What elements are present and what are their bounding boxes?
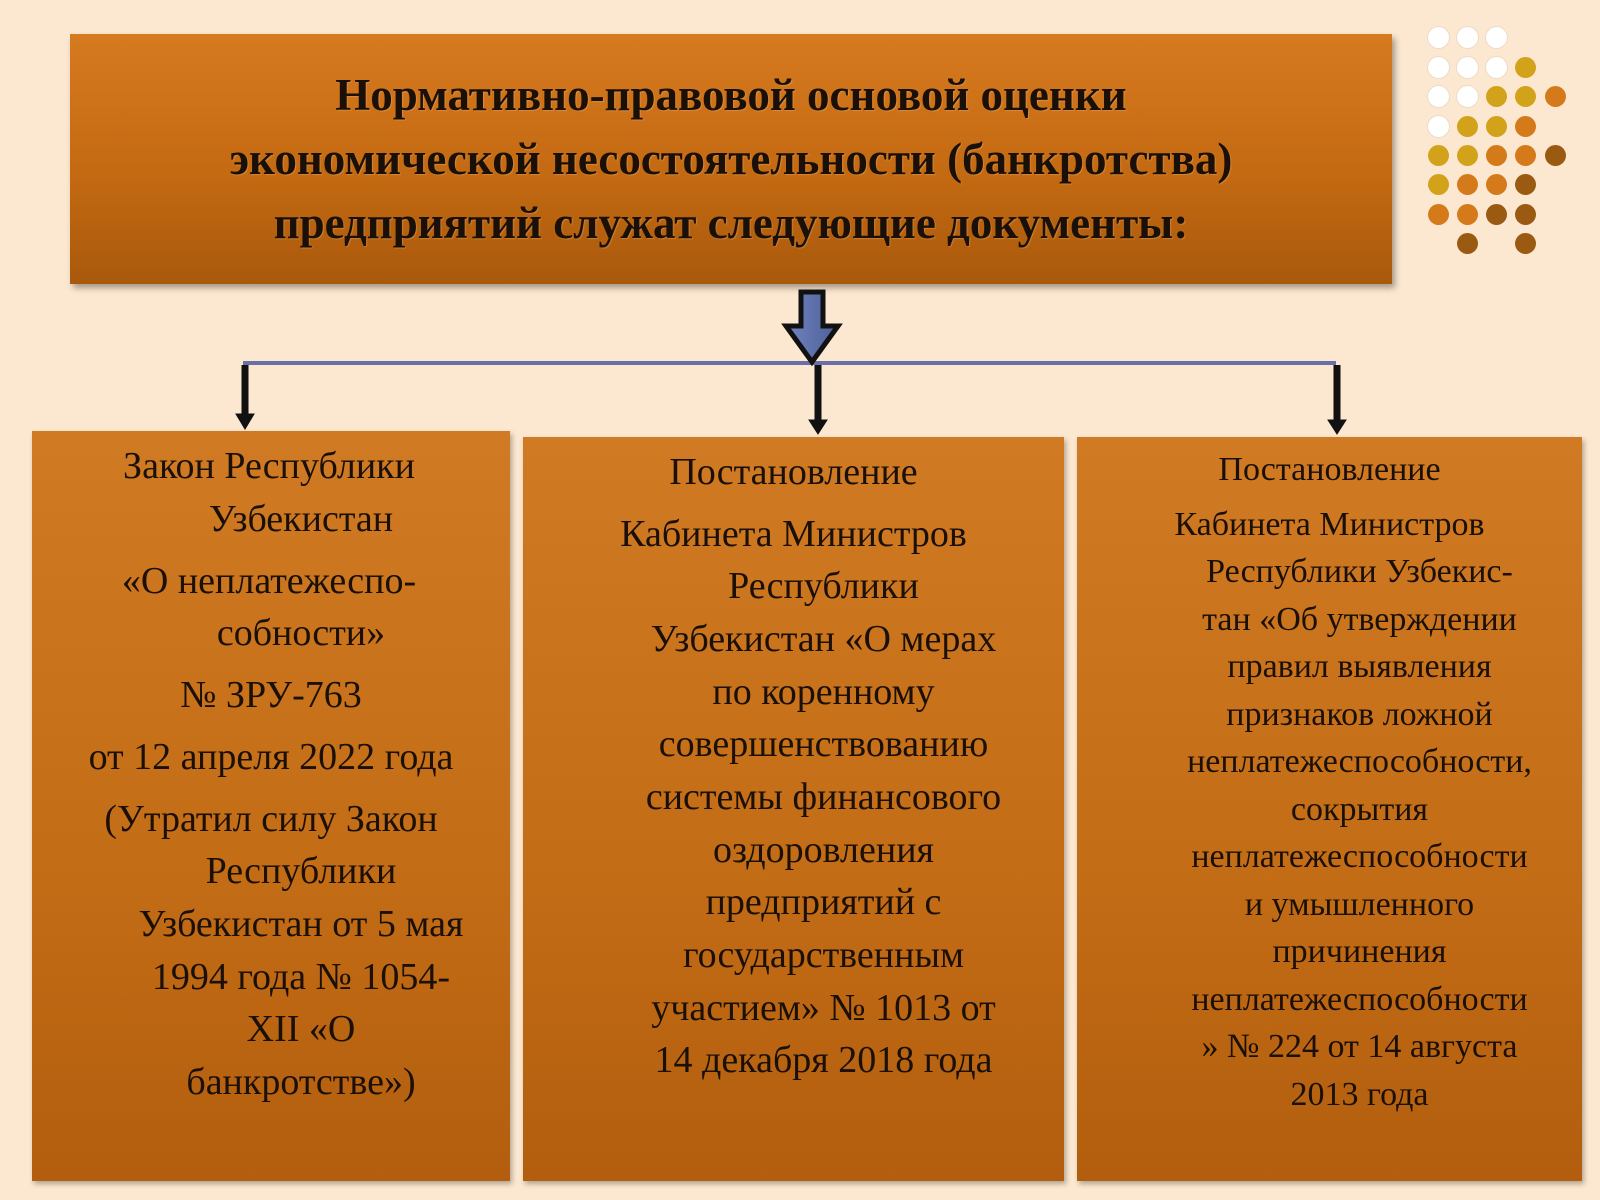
decorative-dot <box>1515 57 1536 78</box>
title-line-1: Нормативно-правовой основой оценки <box>335 70 1127 120</box>
doc1-line: 1994 года № 1054- <box>151 956 451 998</box>
decorative-dot <box>1515 86 1536 107</box>
decorative-dot <box>1486 174 1507 195</box>
decorative-dot <box>1428 145 1449 166</box>
doc2-line: совершенствованию <box>658 723 989 765</box>
doc2-line: предприятий с <box>705 881 942 923</box>
doc3-line: неплатежеспособности <box>1191 981 1528 1018</box>
decorative-dot <box>1457 116 1478 137</box>
decorative-dot <box>1486 116 1507 137</box>
decorative-dot <box>1428 57 1449 78</box>
main-down-arrow <box>786 292 838 362</box>
doc2-line: Кабинета Министров <box>620 513 967 555</box>
decorative-dot <box>1515 145 1536 166</box>
decorative-dot <box>1486 27 1507 48</box>
doc3-line: причинения <box>1272 933 1447 970</box>
decorative-dot <box>1457 233 1478 254</box>
doc3-line: тан «Об утверждении <box>1202 601 1517 638</box>
doc3-line: 2013 года <box>1290 1076 1429 1113</box>
decorative-dot <box>1486 86 1507 107</box>
doc2-line: Узбекистан «О мерах <box>650 618 997 660</box>
doc3-line: Кабинета Министров <box>1174 506 1485 543</box>
branch-arrow-left <box>236 365 254 429</box>
document-box-law <box>32 431 510 1181</box>
doc2-line: государственным <box>682 934 965 976</box>
document-box-resolution-1013 <box>523 437 1064 1181</box>
doc2-line: Постановление <box>669 451 918 493</box>
decorative-dot <box>1457 27 1478 48</box>
doc3-line: Постановление <box>1218 451 1441 488</box>
doc2-line: по коренному <box>712 671 935 713</box>
doc2-line: 14 декабря 2018 года <box>654 1039 993 1081</box>
branch-arrow-middle <box>809 365 827 434</box>
decorative-dot <box>1545 86 1566 107</box>
doc3-line: правил выявления <box>1227 648 1492 685</box>
doc3-line: неплатежеспособности, <box>1187 743 1532 780</box>
doc2-line: Республики <box>728 565 919 607</box>
decorative-dot <box>1486 57 1507 78</box>
decorative-dot <box>1428 204 1449 225</box>
doc1-line: № ЗРУ-763 <box>180 674 362 716</box>
doc2-line: системы финансового <box>645 776 1002 818</box>
doc3-line: Республики Узбекис- <box>1206 553 1513 590</box>
decorative-dot <box>1486 204 1507 225</box>
title-line-2: экономической несостоятельности (банкротства) <box>229 134 1233 184</box>
decorative-dot <box>1515 204 1536 225</box>
doc3-line: и умышленного <box>1244 886 1475 923</box>
doc3-line: признаков ложной <box>1226 696 1493 733</box>
decorative-dot <box>1486 145 1507 166</box>
decorative-dot <box>1428 116 1449 137</box>
doc1-line: (Утратил силу Закон <box>104 798 438 840</box>
title-line-3: предприятий служат следующие документы: <box>273 198 1189 248</box>
decorative-dot <box>1428 86 1449 107</box>
doc1-line: от 12 апреля 2022 года <box>88 736 454 778</box>
doc2-line: участием» № 1013 от <box>651 987 996 1029</box>
doc1-line: собности» <box>216 612 386 654</box>
decorative-dot <box>1428 174 1449 195</box>
decorative-dot <box>1515 233 1536 254</box>
doc3-line: неплатежеспособности <box>1191 838 1528 875</box>
decorative-dot <box>1457 86 1478 107</box>
branch-arrow-right <box>1328 365 1346 434</box>
doc1-line: Узбекистан <box>208 498 394 540</box>
decorative-dot <box>1457 174 1478 195</box>
decorative-dot <box>1457 145 1478 166</box>
doc1-line: банкротстве») <box>186 1061 416 1103</box>
doc3-line: » № 224 от 14 августа <box>1201 1028 1518 1065</box>
decorative-dot <box>1515 116 1536 137</box>
decorative-dot <box>1428 27 1449 48</box>
doc1-line: XII «О <box>246 1008 356 1050</box>
doc2-line: оздоровления <box>712 829 935 871</box>
doc1-line: «О неплатежеспо- <box>121 560 417 602</box>
decorative-dot <box>1457 204 1478 225</box>
doc1-line: Республики <box>205 850 397 892</box>
doc3-line: сокрытия <box>1290 791 1429 828</box>
doc1-line: Закон Республики <box>123 445 415 487</box>
decorative-dot <box>1515 174 1536 195</box>
doc1-line: Узбекистан от 5 мая <box>138 903 464 945</box>
document-box-resolution-224 <box>1077 437 1582 1181</box>
decorative-dot <box>1457 57 1478 78</box>
decorative-dot <box>1545 145 1566 166</box>
